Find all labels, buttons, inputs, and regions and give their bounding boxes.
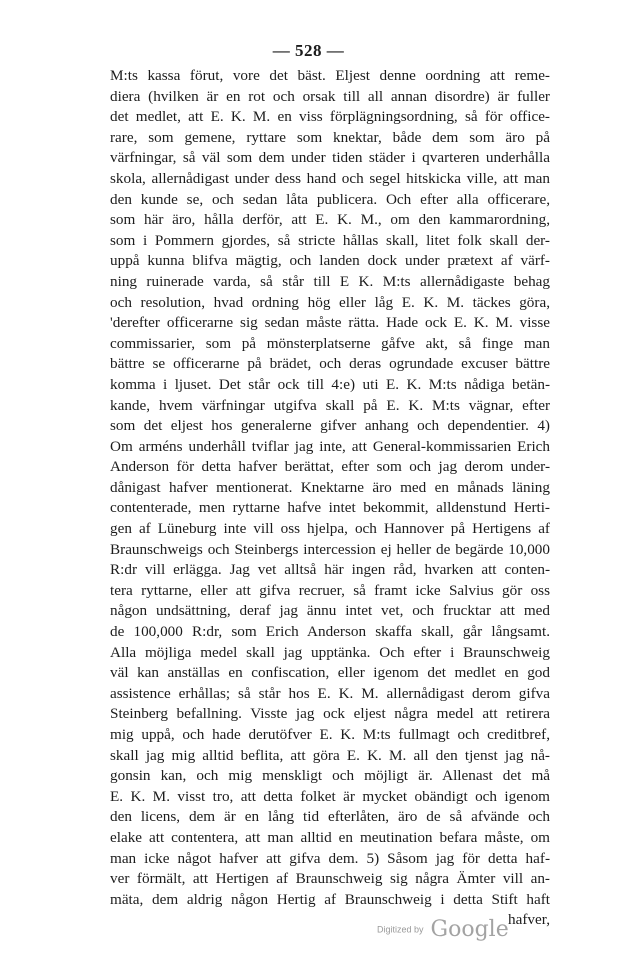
text-line: 'derefter officerarne sig sedan måste rätta. Hade ock E. K. M. visse bbox=[110, 314, 550, 332]
digitized-by-google-watermark bbox=[377, 917, 509, 947]
text-line: kande, hvem värfningar utgifva skall på E. K. M:ts vägnar, efter bbox=[110, 396, 550, 414]
text-line: tera ryttarne, eller att gifva recruer, så framt icke Salvius gör oss bbox=[110, 581, 550, 599]
text-line: det medlet, att E. K. M. en viss förplägningsordning, så för officе- bbox=[110, 108, 550, 126]
text-line: någon undsättning, deraf jag ännu intet vet, och frucktar att med bbox=[110, 602, 550, 620]
text-line: ver förmält, att Hertigen af Braunschweig sig några Ämter vill an- bbox=[110, 870, 550, 888]
text-line: den kunde se, och sedan låta publicera. Och efter alla officerare, bbox=[110, 190, 550, 208]
text-line: mäta, dem aldrig någon Hertig af Braunschweig i detta Stift haft bbox=[110, 890, 550, 908]
text-line: bättre se officerarne på brädet, och deras ogrundade excuser bättre bbox=[110, 355, 550, 373]
text-line: Anderson för detta hafver berättat, efter som och jag derom under- bbox=[110, 458, 550, 476]
text-line: uppå kunna blifva mägtig, och landen dock under prætext af värf- bbox=[110, 252, 550, 270]
text-line: Steinberg befallning. Visste jag ock eljest några medel att retirera bbox=[110, 705, 550, 723]
text-line: de 100,000 R:dr, som Erich Anderson skaffa skall, går långsamt. bbox=[110, 623, 550, 641]
catchword: hafver, bbox=[508, 911, 550, 929]
text-line: skola, allernådigast under dess hand och segel hitskicka ville, att man bbox=[110, 169, 550, 187]
text-line: Om arméns underhåll tviflar jag inte, att General-kommissarien Erich bbox=[110, 437, 550, 455]
text-line: rare, som gemene, ryttare som knektar, både dem som äro på bbox=[110, 128, 550, 146]
text-line: elake att contentera, att man alltid en meutination befara måste, om bbox=[110, 828, 550, 846]
text-line: den licens, dem är en lång tid efterlåten, äro de så afvände och bbox=[110, 808, 550, 826]
text-line: dånigast hafver mentionerat. Knektarne äro med en månads läning bbox=[110, 478, 550, 496]
text-line: väl kan anställas en confiscation, eller igenom det medlet en god bbox=[110, 664, 550, 682]
text-line: R:dr vill erlägga. Jag vet alltså här ingen råd, hvarken att conten- bbox=[110, 561, 550, 579]
text-line: mig uppå, och hade derutöfver E. K. M:ts fullmagt och creditbref, bbox=[110, 726, 550, 743]
text-line: som i Pommern gjordes, så stricte hållas skall, litet folk skall der- bbox=[110, 231, 550, 249]
text-line: diera (hvilken är en rot och orsak till all annan disordre) är fuller bbox=[110, 87, 550, 105]
text-line: Braunschweigs och Steinbergs intercession ej heller de begärde 10,000 bbox=[110, 540, 550, 558]
text-line: som här äro, hålla derför, att E. K. M., om den kammarordning, bbox=[110, 211, 550, 229]
page-number: — 528 — bbox=[272, 41, 345, 60]
text-line: contenterade, men ryttarne hafve intet bekommit, alldenstund Herti- bbox=[110, 499, 550, 517]
text-line: värfningar, så väl som dem under tiden städer i qvarteren underhålla bbox=[110, 149, 550, 167]
text-line: man icke något hafver att gifva dem. 5) Såsom jag för detta haf- bbox=[110, 849, 550, 867]
text-line: som det eljest hos generalerne gifver anhang och dependentier. 4) bbox=[110, 417, 550, 435]
text-line: skall jag mig alltid beflita, att göra E. K. M. all den tjenst jag nå- bbox=[110, 746, 550, 764]
text-line: ning ruinerade varda, så står till E K. M:ts allernådigaste behag bbox=[110, 272, 550, 290]
text-line: M:ts kassa förut, vore det bäst. Eljest denne oordning att reme- bbox=[110, 67, 550, 84]
text-line: Alla möjliga medel skall jag upptänka. Och efter i Braunschweig bbox=[110, 643, 550, 661]
text-line: E. K. M. visst tro, att detta folket är mycket obändigt och igenom bbox=[110, 787, 550, 805]
body-text bbox=[110, 66, 550, 931]
text-line: och resolution, hvad ordning hög eller låg E. K. M. täckes göra, bbox=[110, 293, 550, 311]
text-line: commissarier, som på mönsterplatserne gåfve akt, så finge man bbox=[110, 334, 550, 352]
watermark-prefix: Digitized by bbox=[377, 924, 424, 935]
text-line: komma i ljuset. Det står ock till 4:e) uti E. K. M:ts nådiga betän- bbox=[110, 375, 550, 393]
text-line: assistence erhållas; så står hos E. K. M. allernådigast derom gifva bbox=[110, 684, 550, 702]
text-line: gonsin kan, och mig menskligt och möjligt är. Allenast det må bbox=[110, 767, 550, 785]
text-line: gen af Lüneburg inte vill oss hjelpa, och Hannover på Hertigens af bbox=[110, 520, 550, 538]
google-logo: Google bbox=[430, 917, 509, 942]
